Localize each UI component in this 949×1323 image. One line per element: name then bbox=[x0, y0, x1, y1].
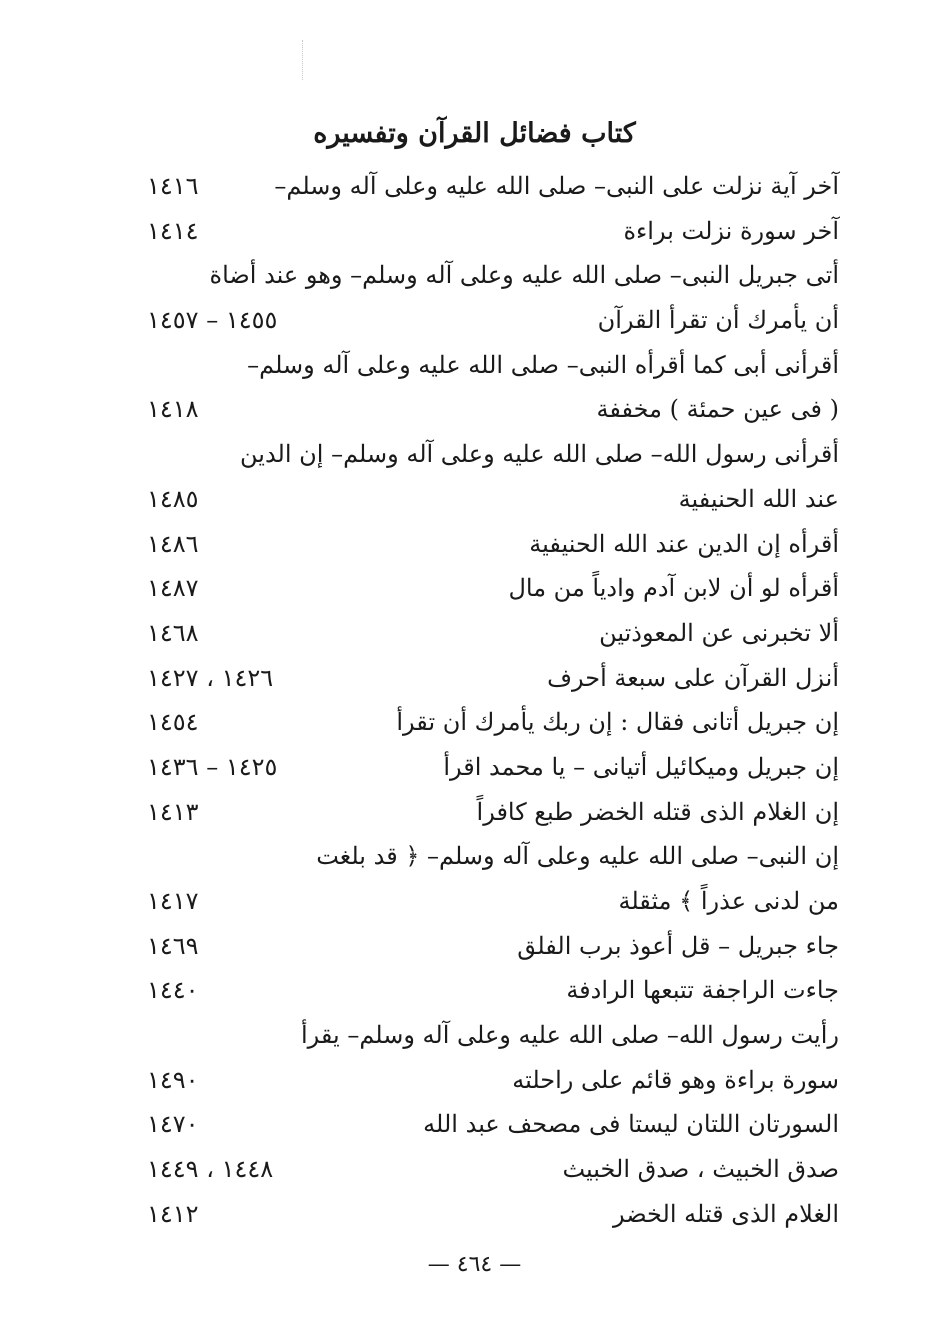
entry-reference: ١٤١٨ bbox=[147, 395, 199, 424]
index-entry bbox=[0, 968, 949, 1013]
entry-text: من لدنى عذراً ﴾ مثقلة bbox=[618, 887, 839, 915]
index-entry bbox=[0, 1192, 949, 1237]
index-entry bbox=[0, 1102, 949, 1147]
entry-reference: ١٤٢٥ – ١٤٣٦ bbox=[147, 752, 278, 781]
index-entry bbox=[0, 164, 949, 209]
page-title: كتاب فضائل القرآن وتفسيره bbox=[313, 118, 636, 149]
scan-speck bbox=[302, 40, 304, 80]
index-entry bbox=[0, 209, 949, 254]
index-entry bbox=[0, 924, 949, 969]
entry-text: إن النبى– صلى الله عليه وعلى آله وسلم– ﴿ قد بلغت bbox=[316, 842, 839, 871]
entry-text: أقرأه إن الدين عند الله الحنيفية bbox=[529, 529, 839, 558]
entry-text: الغلام الذى قتله الخضر bbox=[612, 1199, 839, 1228]
index-entry bbox=[0, 387, 949, 432]
entry-text: رأيت رسول الله– صلى الله عليه وعلى آله وسلم– يقرأ bbox=[300, 1021, 839, 1050]
entry-text: جاء جبريل – قل أعوذ برب الفلق bbox=[517, 931, 839, 960]
entry-reference: ١٤٥٤ bbox=[147, 708, 199, 737]
entry-text: عند الله الحنيفية bbox=[678, 484, 839, 513]
index-entry bbox=[0, 298, 949, 343]
index-entries bbox=[0, 164, 949, 1237]
entry-text: ( فى عين حمئة ) مخففة bbox=[596, 395, 839, 424]
index-entry bbox=[0, 745, 949, 790]
entry-reference: ١٤٩٠ bbox=[147, 1065, 199, 1094]
entry-reference: ١٤٤٠ bbox=[147, 976, 199, 1005]
index-entry bbox=[0, 477, 949, 522]
entry-text: أن يأمرك أن تقرأ القرآن bbox=[597, 306, 839, 335]
entry-reference: ١٤١٤ bbox=[147, 216, 199, 245]
index-entry bbox=[0, 522, 949, 567]
entry-reference: ١٤١٧ bbox=[147, 887, 199, 915]
entry-reference: ١٤٨٦ bbox=[147, 529, 199, 558]
index-entry bbox=[0, 790, 949, 835]
index-entry bbox=[0, 656, 949, 701]
entry-text: السورتان اللتان ليستا فى مصحف عبد الله bbox=[423, 1110, 839, 1139]
index-entry bbox=[0, 700, 949, 745]
entry-text: إن جبريل وميكائيل أتيانى – يا محمد اقرأ bbox=[443, 752, 839, 781]
entry-text: أقرأه لو أن لابن آدم وادياً من مال bbox=[508, 574, 839, 603]
entry-text: جاءت الراجفة تتبعها الرادفة bbox=[566, 976, 839, 1005]
page-number: — ٤٦٤ — bbox=[427, 1252, 522, 1277]
index-entry bbox=[0, 1147, 949, 1192]
entry-text: إن الغلام الذى قتله الخضر طبع كافراً bbox=[476, 797, 839, 826]
entry-reference: ١٤١٣ bbox=[147, 797, 199, 826]
index-entry bbox=[0, 343, 949, 388]
entry-reference: ١٤٦٩ bbox=[147, 931, 199, 960]
entry-reference: ١٤١٦ bbox=[147, 172, 199, 200]
entry-text: أقرأنى أبى كما أقرأه النبى– صلى الله عليه وعلى آله وسلم– bbox=[247, 350, 839, 379]
entry-text: أتى جبريل النبى– صلى الله عليه وعلى آله وسلم– وهو عند أضاة bbox=[209, 261, 839, 290]
entry-reference: ١٤٦٨ bbox=[147, 618, 199, 647]
index-entry bbox=[0, 566, 949, 611]
index-entry bbox=[0, 1013, 949, 1058]
entry-reference: ١٤٤٨ ، ١٤٤٩ bbox=[147, 1155, 274, 1184]
index-entry bbox=[0, 834, 949, 879]
entry-reference: ١٤٢٦ ، ١٤٢٧ bbox=[147, 663, 274, 692]
entry-reference: ١٤١٢ bbox=[147, 1199, 199, 1228]
entry-text: إن جبريل أتانى فقال : إن ربك يأمرك أن تقرأ bbox=[396, 708, 839, 737]
index-entry bbox=[0, 611, 949, 656]
entry-reference: ١٤٨٥ bbox=[147, 484, 199, 513]
entry-reference: ١٤٥٥ – ١٤٥٧ bbox=[147, 306, 278, 335]
entry-reference: ١٤٧٠ bbox=[147, 1110, 199, 1139]
entry-text: صدق الخبيث ، صدق الخبيث bbox=[562, 1155, 839, 1184]
entry-reference: ١٤٨٧ bbox=[147, 574, 199, 603]
entry-text: سورة براءة وهو قائم على راحلته bbox=[512, 1065, 839, 1094]
index-entry bbox=[0, 432, 949, 477]
index-entry bbox=[0, 879, 949, 924]
entry-text: آخر آية نزلت على النبى– صلى الله عليه وعلى آله وسلم– bbox=[274, 172, 839, 200]
entry-text: أقرأنى رسول الله– صلى الله عليه وعلى آله وسلم– إن الدين bbox=[240, 440, 839, 469]
entry-text: آخر سورة نزلت براءة bbox=[623, 216, 839, 245]
entry-text: أنزل القرآن على سبعة أحرف bbox=[547, 663, 839, 692]
entry-text: ألا تخبرنى عن المعوذتين bbox=[599, 618, 839, 647]
index-entry bbox=[0, 1058, 949, 1103]
index-entry bbox=[0, 253, 949, 298]
